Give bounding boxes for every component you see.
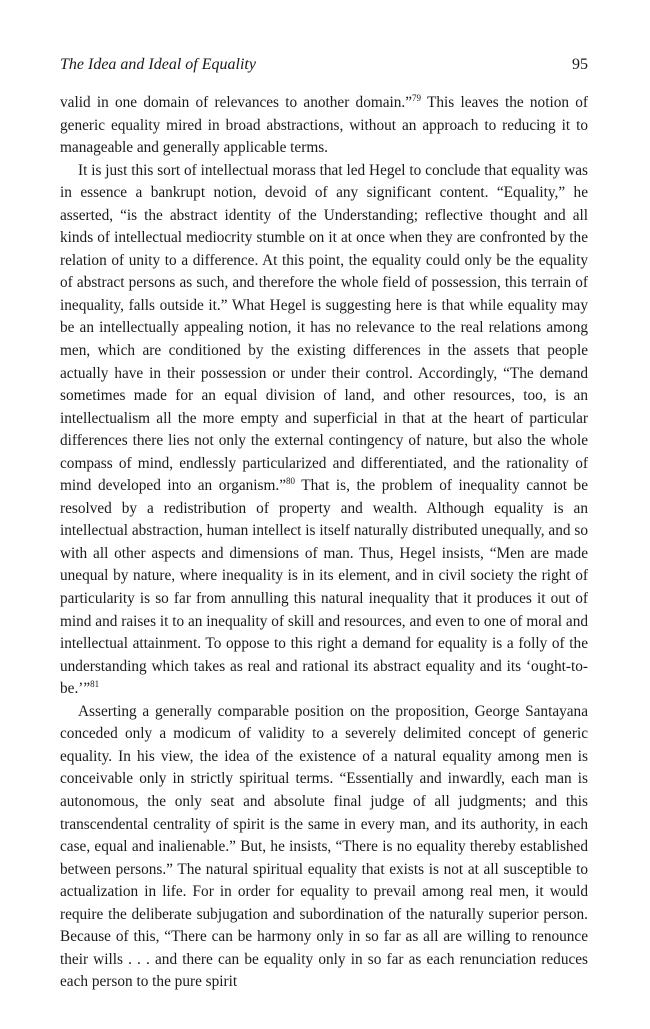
paragraph-text: This leaves the notion of generic equality mired in broad abstractions, without an approach to reducing it to manageable and generally applicable terms. (60, 94, 588, 157)
paragraph-text: It is just this sort of intellectual morass that led Hegel to conclude that equality was in essence a bankrupt notion, devoid of any significant content. “Equality,” he asserted, “is the abstract identity of the Understanding; reflective thought and all kinds of intellectual mediocrity stumble on it at once when they are confronted by the relation of unity to a difference. At this point, the equality could only be the equality of abstract persons as such, and therefore the whole field of possession, this terrain of inequality, falls outside it.” What Hegel is suggesting here is that while equality may be an intellectually appealing notion, it has no relevance to the real relations among men, which are conditioned by the existing differences in the assets that people actually have in their possession or under their control. Accordingly, “The demand sometimes made for an equal division of land, and other resources, too, is an intellectualism all the more empty and superficial in that at the heart of particular differences there lies not only the external contingency of nature, but also the whole compass of mind, endlessly particularized and differentiated, and the rationality of mind developed into an organism.” (60, 161, 588, 495)
paragraph-text: valid in one domain of relevances to another domain.” (60, 94, 413, 111)
running-head (60, 54, 588, 76)
body-text (60, 92, 588, 994)
paragraph-hegel (60, 160, 588, 701)
paragraph-text: That is, the problem of inequality cannot be resolved by a redistribution of property and wealth. Although equality is an intellectual abstraction, human intellect is itself naturally distributed unequally, and so with all other aspects and dimensions of man. Thus, Hegel insists, “Men are made unequal by nature, where inequality is in its element, and in civil society the right of particularity is so far from annulling this natural inequality that it produces it out of mind and raises it to an inequality of skill and resources, and even to one of moral and intellectual attainment. To oppose to this right a demand for equality is a folly of the understanding which takes as real and rational its abstract equality and its ‘ought-to-be.’” (60, 477, 588, 698)
footnote-ref-79: 79 (412, 93, 422, 103)
running-title: The Idea and Ideal of Equality (60, 56, 256, 73)
paragraph-santayana (60, 701, 588, 994)
page-number: 95 (572, 56, 588, 73)
footnote-ref-80: 80 (286, 476, 296, 487)
paragraph-text: Asserting a generally comparable position on the proposition, George Santayana conceded only a modicum of validity to a severely delimited concept of generic equality. In his view, the idea of the existence of a natural equality among men is conceivable only in strictly spiritual terms. “Essentially and inwardly, each man is autonomous, the only seat and absolute final judge of all judgments; and this transcendental centrality of spirit is the same in every man, and its authority, in each case, equal and inalienable.” But, he insists, “There is no equality thereby established between persons.” The natural spiritual equality that exists is not at all susceptible to actualization in life. For in order for equality to prevail among real men, it would require the deliberate subjugation and subordination of the naturally superior person. Because of this, “There can be harmony only in so far as all are willing to renounce their wills . . . and there can be equality only in so far as each renunciation reduces each person to the pure spirit (60, 702, 588, 991)
paragraph-continued (60, 92, 588, 160)
footnote-ref-81: 81 (90, 679, 100, 690)
